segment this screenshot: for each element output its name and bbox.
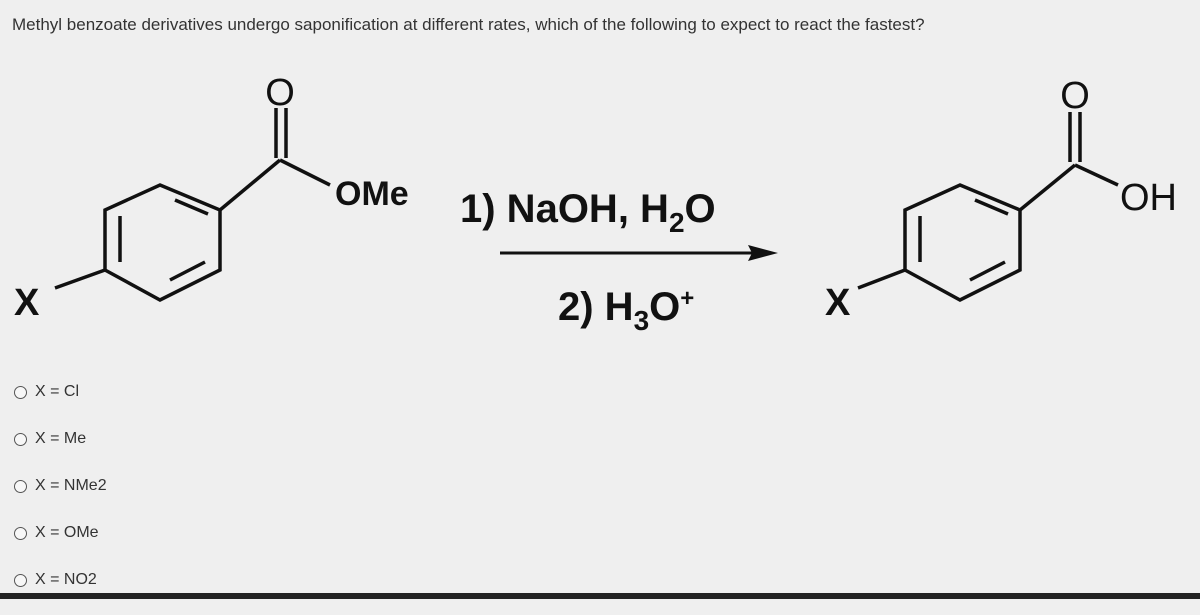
reagent-step1: 1) NaOH, $H_2O$ xyxy=(460,187,716,238)
reaction-arrowhead xyxy=(748,245,778,261)
radio-button[interactable] xyxy=(14,386,27,399)
radio-button[interactable] xyxy=(14,574,27,587)
reactant-carbonyl-o: O xyxy=(265,72,295,114)
reactant-benzene-ring xyxy=(105,185,220,300)
option-label: X = Me xyxy=(35,430,87,447)
radio-button[interactable] xyxy=(14,480,27,493)
option-no2[interactable] xyxy=(14,568,107,592)
option-cl[interactable] xyxy=(14,380,107,404)
reactant-structure xyxy=(55,108,330,300)
option-nme2[interactable] xyxy=(14,474,107,498)
bottom-bar xyxy=(0,593,1200,599)
product-benzene-ring xyxy=(905,185,1020,300)
option-label: X = OMe xyxy=(35,524,99,541)
radio-button[interactable] xyxy=(14,433,27,446)
option-me[interactable] xyxy=(14,427,107,451)
question-text: Methyl benzoate derivatives undergo saponification at different rates, which of the following to expect to react the fastest? xyxy=(12,15,925,34)
product-carbonyl-o: O xyxy=(1060,75,1090,117)
option-label: X = NMe2 xyxy=(35,477,107,494)
answer-options xyxy=(14,380,107,615)
option-label: X = NO2 xyxy=(35,571,97,588)
reactant-substituent: X xyxy=(14,282,40,324)
radio-button[interactable] xyxy=(14,527,27,540)
product-acid-group: OH xyxy=(1120,177,1177,219)
reactant-ester-group: OMe xyxy=(335,175,409,213)
product-substituent: X xyxy=(825,282,851,324)
option-ome[interactable] xyxy=(14,521,107,545)
option-label: X = Cl xyxy=(35,383,80,400)
reagent-step2: 2) $H_3O^+$ xyxy=(558,285,695,336)
product-structure xyxy=(858,112,1118,300)
